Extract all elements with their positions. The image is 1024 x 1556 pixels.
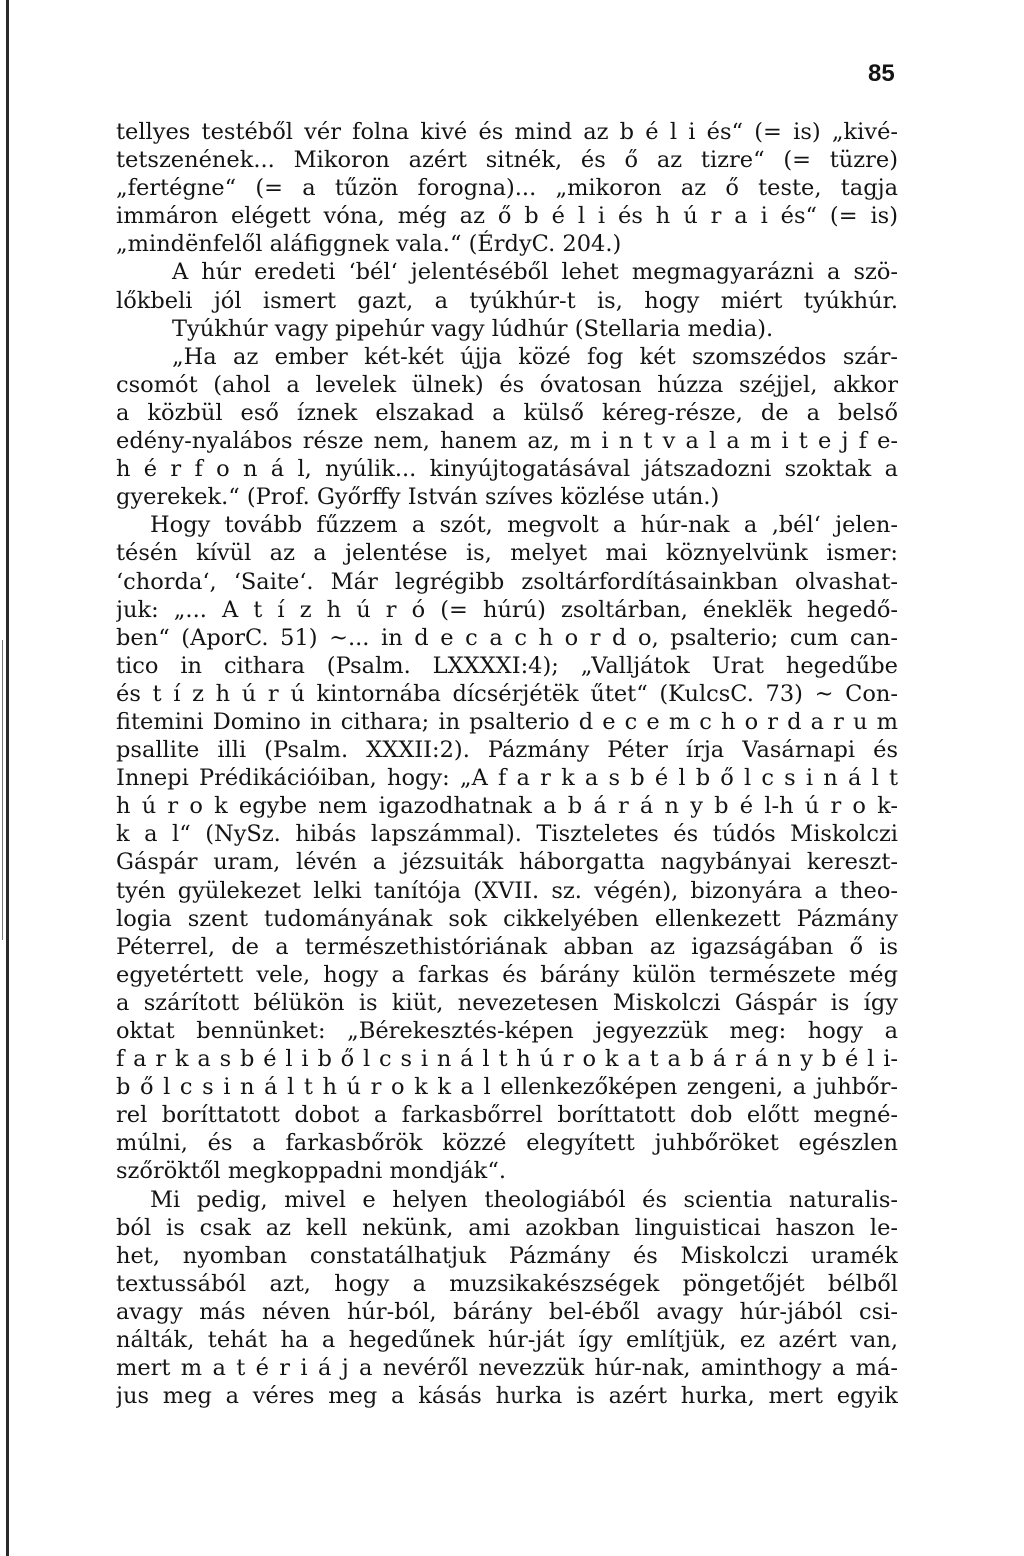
text-line: logia szent tudományának sok cikkelyében ellenkezett Pázmány	[116, 905, 898, 932]
text-line: oktat bennünket: „Bérekesztés-képen jegyezzük meg: hogy a	[116, 1018, 898, 1044]
text-line: mert m a t é r i á j a nevéről nevezzük húr-nak, aminthogy a má-	[116, 1355, 898, 1382]
text-line: juk: „... A t í z h ú r ó (= húrú) zsoltárban, éneklëk hegedő-	[116, 596, 898, 623]
text-line: f a r k a s b é l i b ő l c s i n á l t h ú r o k a t a b á r á n y b é l i-	[116, 1046, 898, 1073]
text-line: a közbül eső íznek elszakad a külső kéreg-része, de a belső	[116, 399, 898, 426]
text-line: het, nyomban constatálhatjuk Pázmány és Miskolczi uramék	[116, 1242, 898, 1269]
text-line: tyén gyülekezet lelki tanítója (XVII. sz. végén), bizonyára a theo-	[116, 877, 898, 904]
text-line: ben“ (AporC. 51) ~... in d e c a c h o r d o, psalterio; cum can-	[116, 624, 898, 651]
text-line: fitemini Domino in cithara; in psalterio d e c e m c h o r d a r u m	[116, 708, 898, 735]
text-line: szőröktől megkoppadni mondják“.	[116, 1158, 506, 1185]
text-line: Gáspár uram, lévén a jézsuiták háborgatta nagybányai kereszt-	[116, 849, 898, 876]
text-line: „fertégne“ (= a tűzön forogna)... „mikoron az ő teste, tagja	[116, 175, 898, 202]
text-line: ‘chorda‘, ‘Saite‘. Már legrégibb zsoltárfordításainkban olvashat-	[116, 568, 898, 595]
text-line: tellyes testéből vér folna kivé és mind az b é l i és“ (= is) „kivé-	[116, 119, 898, 145]
text-line: tico in cithara (Psalm. LXXXXI:4); „Valljátok Urat hegedűbe	[116, 652, 898, 679]
text-line: A húr eredeti ‘bél‘ jelentéséből lehet megmagyarázni a szö-	[172, 259, 898, 286]
text-line: csomót (ahol a levelek ülnek) és óvatosan húzza széjjel, akkor	[116, 371, 898, 398]
text-line: Innepi Prédikációiban, hogy: „A f a r k a s b é l b ő l c s i n á l t	[116, 765, 898, 792]
scan-left-edge	[6, 0, 9, 1556]
page-number: 85	[868, 60, 895, 87]
text-line: k a l“ (NySz. hibás lapszámmal). Tiszteletes és túdós Miskolczi	[116, 821, 898, 848]
text-line: lőkbeli jól ismert gazt, a tyúkhúr-t is, hogy miért tyúkhúr.	[116, 287, 898, 314]
text-line: tésén kívül az a jelentése is, melyet mai köznyelvünk ismer:	[116, 540, 898, 567]
text-line: „Ha az ember két-két újja közé fog két szomszédos szár-	[172, 343, 898, 370]
text-line: „mindënfelől aláfiggnek vala.“ (ÉrdyC. 204.)	[116, 231, 622, 258]
text-line: a szárított bélükön is kiüt, nevezetesen Miskolczi Gáspár is így	[116, 989, 898, 1016]
text-line: nálták, tehát ha a hegedűnek húr-ját így említjük, ez azért van,	[116, 1327, 898, 1354]
text-line: Tyúkhúr vagy pipehúr vagy lúdhúr (Stellaria media).	[172, 315, 774, 342]
text-line: Mi pedig, mivel e helyen theologiából és scientia naturalis-	[150, 1186, 898, 1213]
text-line: jus meg a véres meg a kásás hurka is azért hurka, mert egyik	[116, 1383, 898, 1410]
text-line: gyerekek.“ (Prof. Győrffy István szíves közlése után.)	[116, 484, 720, 511]
text-line: tetszenének... Mikoron azért sitnék, és ő az tizre“ (= tüzre)	[116, 147, 898, 174]
text-line: edény-nyalábos része nem, hanem az, m i n t v a l a m i t e j f e-	[116, 428, 898, 455]
text-line: és t í z h ú r ú kintornába dícsérjétëk űtet“ (KulcsC. 73) ~ Con-	[116, 680, 898, 707]
text-line: egyetértett vele, hogy a farkas és bárány külön természete még	[116, 961, 898, 988]
text-line: textussából azt, hogy a muzsikakészségek pöngetőjét bélből	[116, 1270, 898, 1297]
text-line: avagy más néven húr-ból, bárány bel-éből avagy húr-jából csi-	[116, 1298, 898, 1325]
text-line: h ú r o k egybe nem igazodhatnak a b á r á n y b é l-h ú r o k-	[116, 793, 898, 820]
text-line: Hogy tovább fűzzem a szót, megvolt a húr-nak a ‚bél‘ jelen-	[150, 512, 898, 539]
text-line: rel boríttatott dobot a farkasbőrrel boríttatott dob előtt megné-	[116, 1102, 898, 1129]
text-line: b ő l c s i n á l t h ú r o k k a l ellenkezőképen zengeni, a juhbőr-	[116, 1074, 898, 1101]
text-line: psallite illi (Psalm. XXXII:2). Pázmány Péter írja Vasárnapi és	[116, 737, 898, 764]
text-line: immáron elégett vóna, még az ő b é l i és h ú r a i és“ (= is)	[116, 203, 898, 230]
body-text	[116, 118, 898, 1410]
text-line: ból is csak az kell nekünk, ami azokban linguisticai haszon le-	[116, 1214, 898, 1241]
scan-left-edge-shadow	[2, 640, 3, 940]
text-line: múlni, és a farkasbőrök közzé elegyített juhbőröket egészlen	[116, 1130, 898, 1157]
text-line: h é r f o n á l, nyúlik... kinyújtogatásával játszadozni szoktak a	[116, 456, 898, 483]
text-line: Péterrel, de a természethistóriának abban az igazságában ő is	[116, 933, 898, 960]
